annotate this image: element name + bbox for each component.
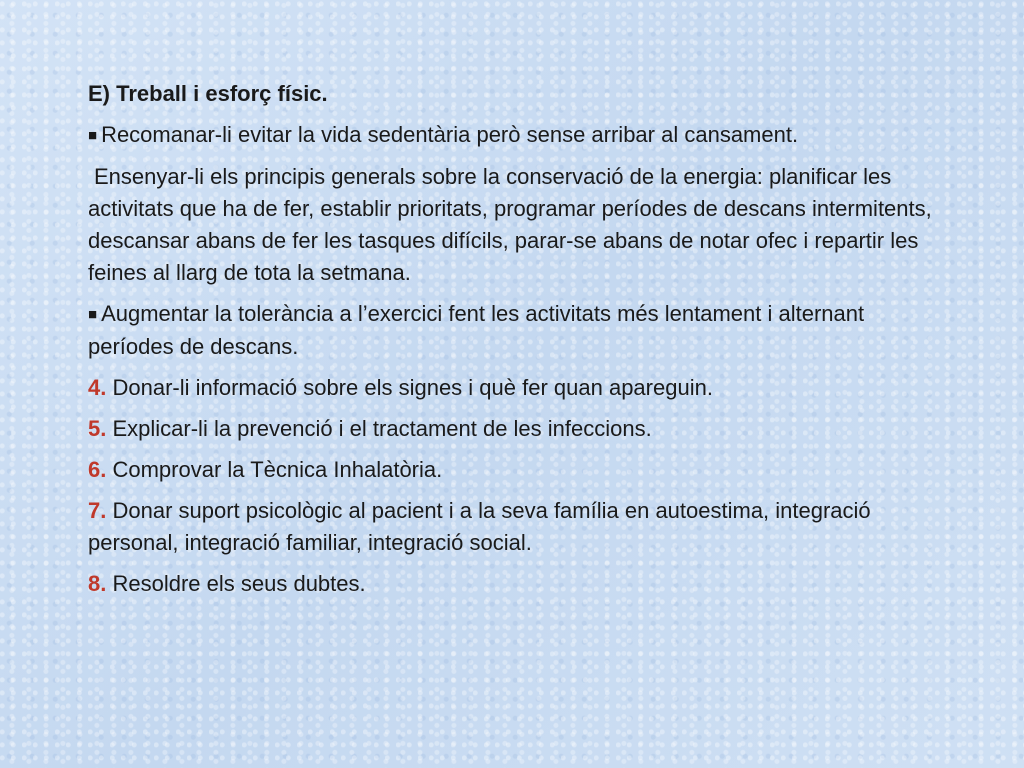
item-number: 5. (88, 416, 107, 441)
item-text: Donar-li informació sobre els signes i què fer quan apareguin. (112, 375, 713, 400)
section-heading: E) Treball i esforç físic. (88, 81, 328, 106)
numbered-item-4 (88, 372, 938, 404)
square-bullet-icon: ■ (88, 127, 98, 144)
numbered-item-5 (88, 413, 938, 445)
paragraph-ensenyar (88, 161, 938, 289)
paragraph-text: Ensenyar-li els principis generals sobre la conservació de la energia: planificar les activitats que ha de fer, establir prioritats, programar períodes de descans intermitents, descansar abans de fer les tasques difícils, parar-se abans de notar ofec i repartir les feines al llarg de tota la setmana. (88, 164, 932, 285)
slide-content (88, 78, 938, 600)
numbered-item-6 (88, 454, 938, 486)
bullet-text: Recomanar-li evitar la vida sedentària però sense arribar al cansament. (101, 122, 799, 147)
bullet-item-recomanar (88, 119, 938, 152)
item-text: Resoldre els seus dubtes. (112, 571, 366, 596)
numbered-item-7 (88, 495, 938, 559)
item-text: Explicar-li la prevenció i el tractament de les infeccions. (112, 416, 652, 441)
numbered-item-8 (88, 568, 938, 600)
item-number: 8. (88, 571, 107, 596)
bullet-item-augmentar (88, 298, 938, 363)
item-text: Donar suport psicològic al pacient i a la seva família en autoestima, integració personal, integració familiar, integració social. (88, 498, 871, 555)
item-text: Comprovar la Tècnica Inhalatòria. (112, 457, 443, 482)
square-bullet-icon: ■ (88, 306, 98, 323)
item-number: 4. (88, 375, 107, 400)
item-number: 7. (88, 498, 107, 523)
bullet-text: Augmentar la tolerància a l’exercici fent les activitats més lentament i alternant períodes de descans. (88, 301, 865, 359)
item-number: 6. (88, 457, 107, 482)
